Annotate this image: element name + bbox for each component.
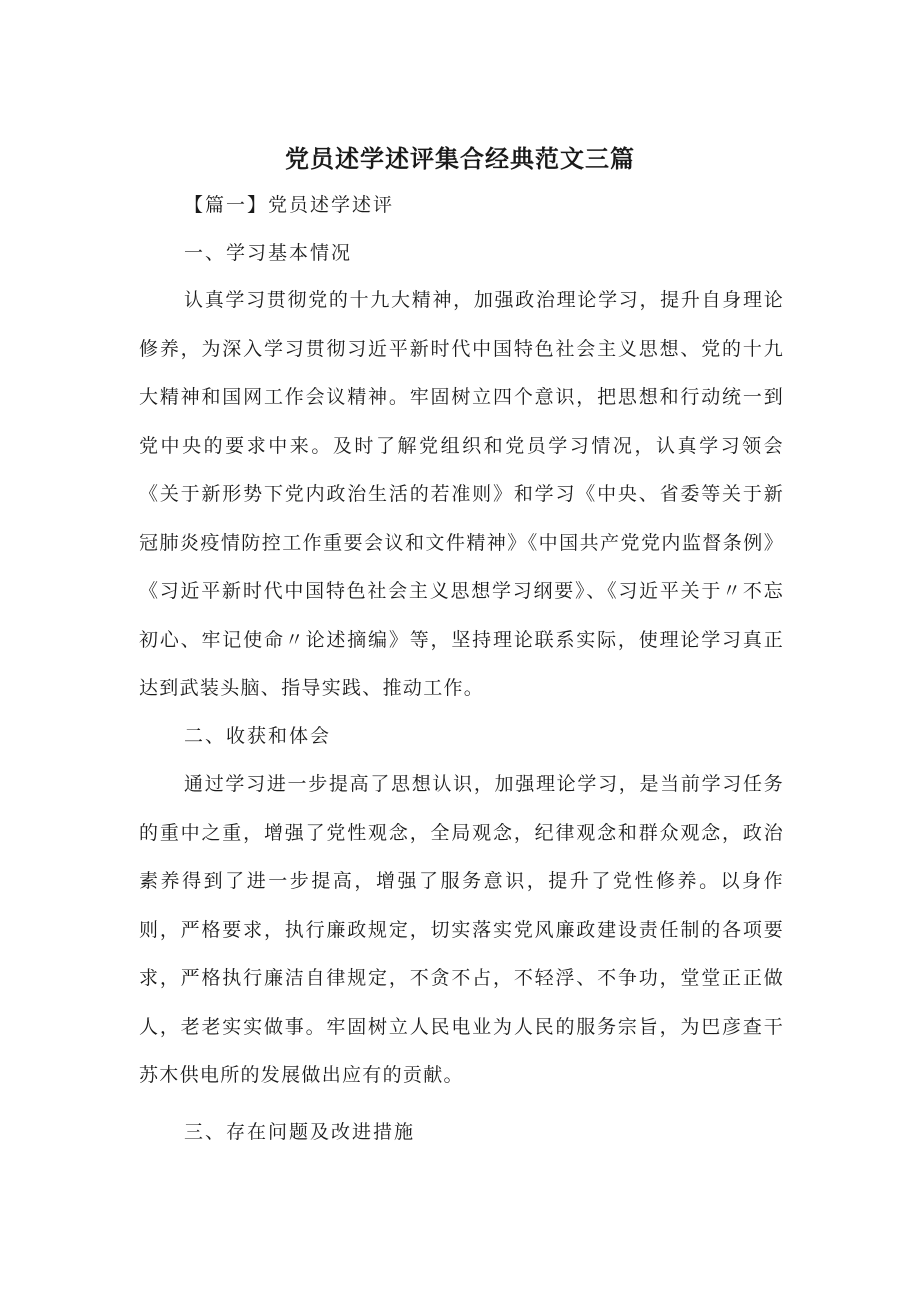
section-body-1: 认真学习贯彻党的十九大精神，加强政治理论学习，提升自身理论修养，为深入学习贯彻习近平新时代中国特色社会主义思想、党的十九大精神和国网工作会议精神。牢固树立四个意识，把思想和行动统一到党中央的要求中来。及时了解党组织和党员学习情况，认真学习领会《关于新形势下党内政治生活的若准则》和学习《中央、省委等关于新冠肺炎疫情防控工作重要会议和文件精神》《中国共产党党内监督条例》《习近平新时代中国特色社会主义思想学习纲要》、《习近平关于〃不忘初心、牢记使命〃论述摘编》等，坚持理论联系实际，使理论学习真正达到武装头脑、指导实践、推动工作。 xyxy=(139,289,784,699)
section-heading-2: 二、收获和体会 xyxy=(184,725,332,747)
part-label: 【篇一】党员述学述评 xyxy=(184,194,395,216)
section-heading-1: 一、学习基本情况 xyxy=(184,242,353,264)
section-body-2: 通过学习进一步提高了思想认识，加强理论学习，是当前学习任务的重中之重，增强了党性观念，全局观念，纪律观念和群众观念，政治素养得到了进一步提高，增强了服务意识，提升了党性修养。以身作则，严格要求，执行廉政规定，切实落实党风廉政建设责任制的各项要求，严格执行廉洁自律规定，不贪不占，不轻浮、不争功，堂堂正正做人，老老实实做事。牢固树立人民电业为人民的服务宗旨，为巴彦查干苏木供电所的发展做出应有的贡献。 xyxy=(139,773,784,1086)
document-title: 党员述学述评集合经典范文三篇 xyxy=(285,145,635,173)
section-heading-3: 三、存在问题及改进措施 xyxy=(184,1121,416,1143)
